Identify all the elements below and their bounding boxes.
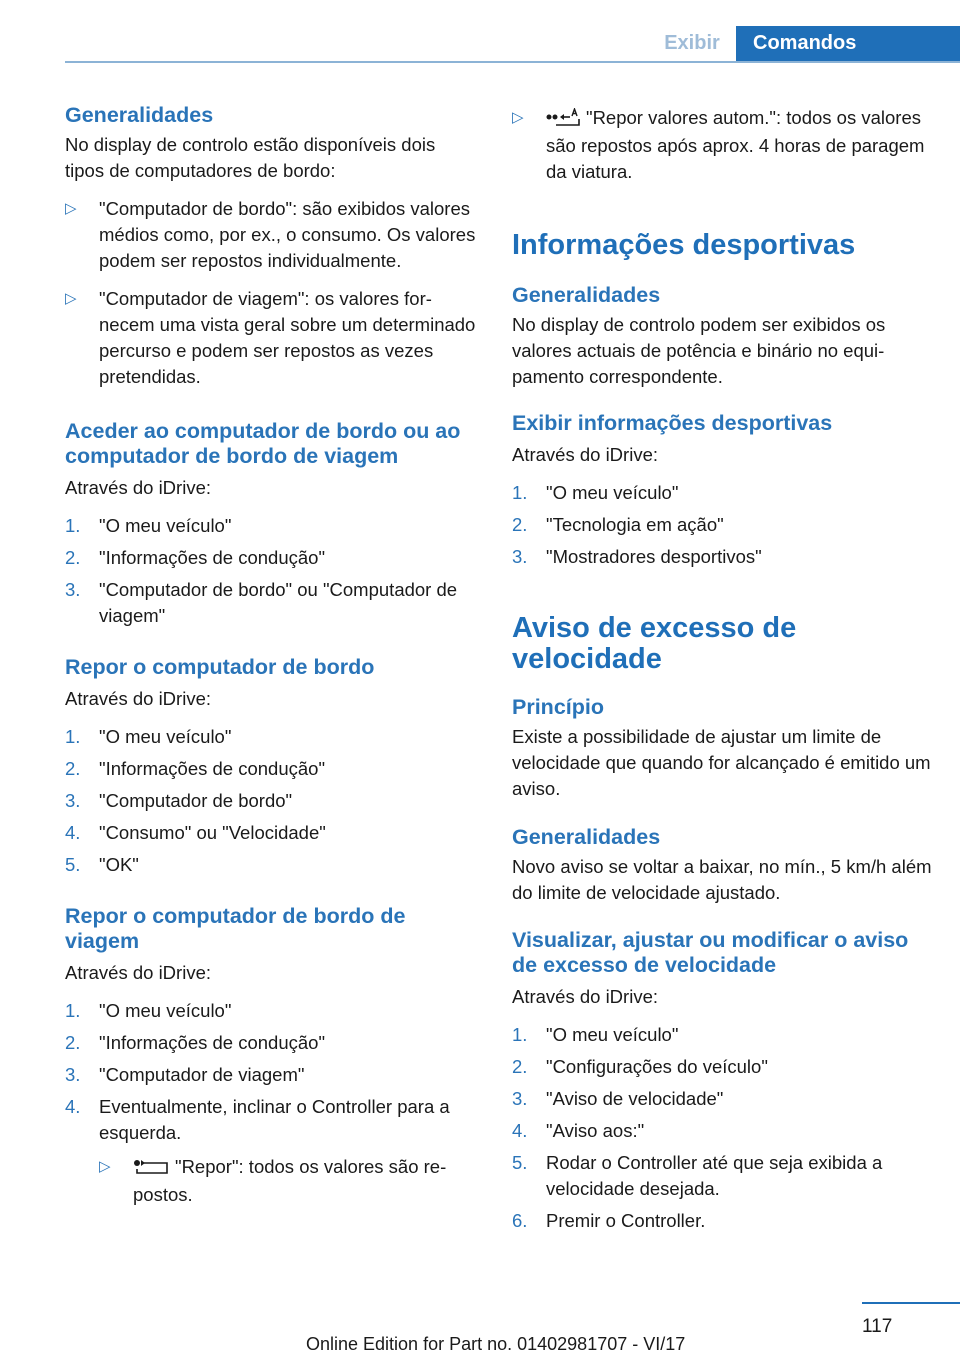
- section-title-generalidades: Generalidades: [512, 825, 661, 849]
- list-number: 4.: [65, 1096, 81, 1117]
- list-item: [512, 1118, 932, 1144]
- list-item: [512, 1022, 932, 1048]
- list-item: [65, 286, 477, 390]
- list-item-text: "Computador de viagem": os valores fornecem uma vista geral sobre um determinado percurso e podem ser repostos as vezes pretendidas.: [99, 288, 476, 387]
- numbered-list: [512, 480, 932, 570]
- list-item: [512, 105, 932, 185]
- list-number: 1.: [65, 515, 81, 536]
- section-title-principio: Princípio: [512, 695, 604, 719]
- list-item-text: Rodar o Controller até que seja exibida a velocidade desejada.: [546, 1152, 883, 1199]
- list-number: 3.: [512, 1088, 528, 1109]
- list-item-text: "O meu veículo": [546, 482, 679, 503]
- section-title-aceder: Aceder ao computador de bordo ou ao computador de bordo de viagem: [65, 419, 461, 468]
- list-item-text: Eventualmente, inclinar o Controller para a esquerda.: [99, 1096, 450, 1143]
- list-number: 4.: [512, 1120, 528, 1141]
- tab-exibir[interactable]: Exibir: [664, 32, 720, 54]
- list-number: 2.: [65, 758, 81, 779]
- header-rule: [65, 61, 960, 63]
- list-number: 3.: [512, 546, 528, 567]
- numbered-list: [65, 724, 477, 878]
- bullet-list: [65, 196, 477, 390]
- paragraph: Existe a possibilidade de ajustar um limite de velocidade que quando for alcançado é emitido um aviso.: [512, 726, 931, 799]
- list-item: [512, 544, 932, 570]
- list-number: 2.: [65, 1032, 81, 1053]
- list-item-text: Premir o Controller.: [546, 1210, 706, 1231]
- list-number: 6.: [512, 1210, 528, 1231]
- list-item: [512, 1150, 932, 1202]
- paragraph: Através do iDrive:: [65, 477, 211, 498]
- list-item-text: "Repor valores autom.": todos os valores são repostos após aprox. 4 horas de paragem da viatura.: [546, 107, 925, 182]
- list-number: 3.: [65, 1064, 81, 1085]
- left-column: [65, 100, 477, 1208]
- list-item: [512, 480, 932, 506]
- list-item: [65, 820, 477, 846]
- reset-icon: [133, 1156, 169, 1182]
- list-number: 1.: [65, 726, 81, 747]
- paragraph: No display de controlo podem ser exibidos os valores actuais de potência e binário no equipamento correspondente.: [512, 314, 886, 387]
- edition-note: Online Edition for Part no. 01402981707 - VI/17: [306, 1334, 686, 1354]
- bullet-marker: ▷: [65, 200, 77, 217]
- list-item: [512, 1054, 932, 1080]
- list-item-text: "Tecnologia em ação": [546, 514, 724, 535]
- list-item: [65, 196, 477, 274]
- list-item: [65, 1062, 477, 1088]
- list-item: [65, 513, 477, 539]
- paragraph: Novo aviso se voltar a baixar, no mín., 5 km/h além do limite de velocidade ajustado.: [512, 856, 932, 903]
- section-title-informacoes-desportivas: Informações desportivas: [512, 229, 856, 261]
- numbered-list: [512, 1022, 932, 1234]
- section-title-visualizar-aviso: Visualizar, ajustar ou modificar o aviso de excesso de velocidade: [512, 928, 909, 977]
- list-item: [65, 998, 477, 1024]
- list-item-text: "Informações de condução": [99, 1032, 326, 1053]
- right-column: [512, 100, 932, 1234]
- bullet-marker: ▷: [99, 1158, 111, 1175]
- list-item-text: "Configurações do veículo": [546, 1056, 768, 1077]
- list-item-text: "O meu veículo": [546, 1024, 679, 1045]
- list-item-text: "Computador de bordo" ou "Computador de viagem": [99, 579, 458, 626]
- paragraph: Através do iDrive:: [512, 444, 658, 465]
- list-number: 1.: [512, 482, 528, 503]
- list-item: [99, 1154, 477, 1208]
- list-item-text: "O meu veículo": [99, 1000, 232, 1021]
- auto-reset-icon: [546, 107, 580, 133]
- sub-bullet-list: [99, 1154, 477, 1208]
- section-title-generalidades: Generalidades: [512, 283, 661, 307]
- paragraph: Através do iDrive:: [512, 986, 658, 1007]
- list-item: [65, 1094, 477, 1208]
- list-item: [512, 512, 932, 538]
- list-item-text: "Computador de bordo": [99, 790, 293, 811]
- numbered-list: [65, 998, 477, 1208]
- list-item: [512, 1086, 932, 1112]
- section-title-repor-viagem: Repor o computador de bordo de viagem: [65, 904, 406, 953]
- list-item-text: "Computador de viagem": [99, 1064, 305, 1085]
- section-title-repor-bordo: Repor o computador de bordo: [65, 655, 375, 679]
- list-number: 1.: [512, 1024, 528, 1045]
- list-item-text: "O meu veículo": [99, 515, 232, 536]
- paragraph: Através do iDrive:: [65, 688, 211, 709]
- list-item-text: "Repor": todos os valores são repostos.: [133, 1156, 447, 1205]
- list-number: 2.: [512, 1056, 528, 1077]
- list-item-text: "Consumo" ou "Velocidade": [99, 822, 326, 843]
- footer-rule: [862, 1302, 960, 1304]
- list-item: [512, 1208, 932, 1234]
- bullet-marker: ▷: [512, 109, 524, 126]
- list-number: 2.: [512, 514, 528, 535]
- section-title-generalidades: Generalidades: [65, 103, 214, 127]
- section-title-exibir-informacoes: Exibir informações desportivas: [512, 411, 833, 435]
- paragraph: Através do iDrive:: [65, 962, 211, 983]
- list-number: 3.: [65, 579, 81, 600]
- list-item-text: "Aviso de velocidade": [546, 1088, 724, 1109]
- list-item-text: "Aviso aos:": [546, 1120, 645, 1141]
- section-title-aviso-excesso: Aviso de excesso de velocidade: [512, 612, 797, 675]
- list-item: [65, 545, 477, 571]
- list-item-text: "Informações de condução": [99, 547, 326, 568]
- list-item: [65, 724, 477, 750]
- list-item: [65, 756, 477, 782]
- list-number: 5.: [65, 854, 81, 875]
- list-number: 2.: [65, 547, 81, 568]
- list-item-text: "Informações de condução": [99, 758, 326, 779]
- tab-comandos[interactable]: Comandos: [736, 26, 960, 61]
- list-item: [65, 788, 477, 814]
- paragraph: No display de controlo estão disponíveis dois tipos de computadores de bordo:: [65, 134, 436, 181]
- list-item: [65, 1030, 477, 1056]
- list-number: 3.: [65, 790, 81, 811]
- bullet-marker: ▷: [65, 290, 77, 307]
- list-item: [65, 577, 477, 629]
- list-item-text: "O meu veículo": [99, 726, 232, 747]
- list-number: 4.: [65, 822, 81, 843]
- bullet-list: [512, 105, 932, 185]
- list-item-text: "Mostradores desportivos": [546, 546, 762, 567]
- list-item: [65, 852, 477, 878]
- list-item-text: "Computador de bordo": são exibidos valores médios como, por ex., o consumo. Os valores podem ser repostos individualmente.: [99, 198, 476, 271]
- list-item-text: "OK": [99, 854, 139, 875]
- list-number: 1.: [65, 1000, 81, 1021]
- page-number: 117: [862, 1316, 893, 1337]
- list-number: 5.: [512, 1152, 528, 1173]
- numbered-list: [65, 513, 477, 629]
